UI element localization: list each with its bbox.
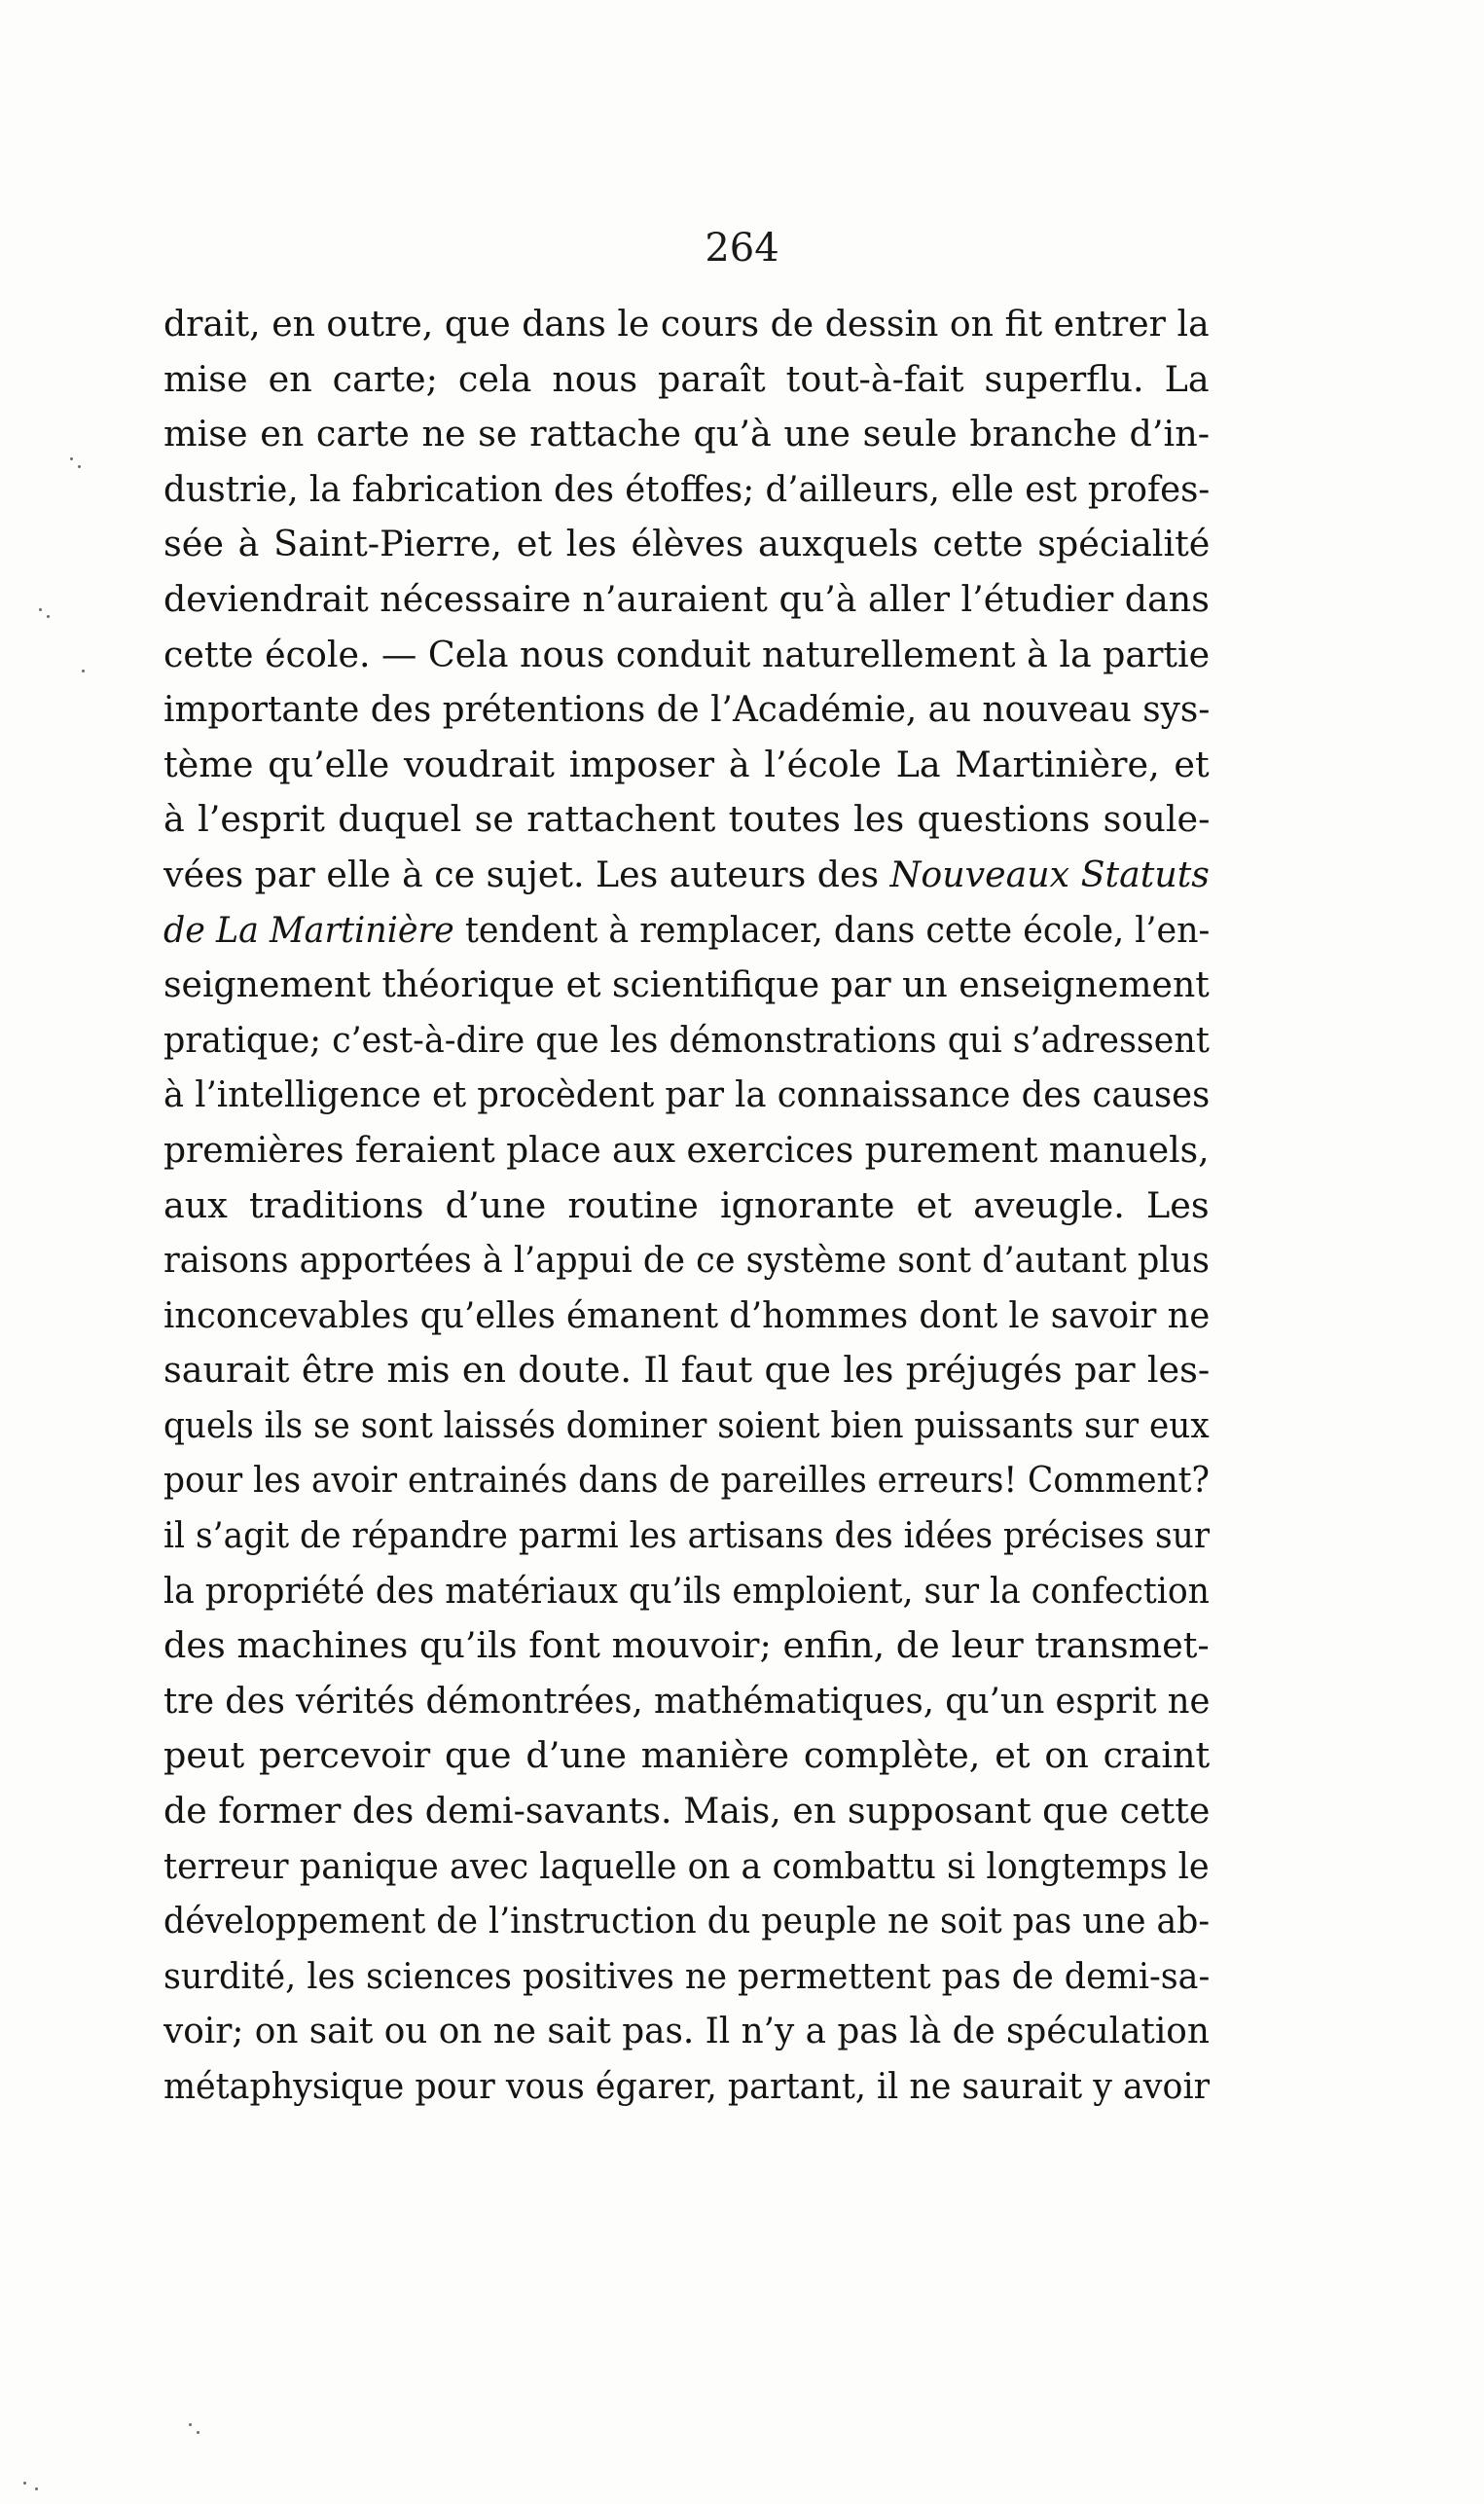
text-line: de former des demi-savants. Mais, en supposant que cette: [163, 1790, 1210, 1833]
text-line: sée à Saint-Pierre, et les élèves auxquels cette spécialité: [163, 523, 1210, 565]
scan-speck: [197, 2431, 199, 2434]
text-line: mise en carte ne se rattache qu’à une seule branche d’in-: [163, 413, 1210, 455]
text-line: tre des vérités démontrées, mathématiques, qu’un esprit ne: [163, 1679, 1210, 1722]
text-line: raisons apportées à l’appui de ce système sont d’autant plus: [163, 1239, 1210, 1282]
text-line: saurait être mis en doute. Il faut que les préjugés par les-: [163, 1349, 1210, 1392]
text-line: cette école. — Cela nous conduit naturellement à la partie: [163, 633, 1210, 675]
text-line: surdité, les sciences positives ne permettent pas de demi-sa-: [163, 1954, 1210, 1997]
scan-speck: [35, 2487, 38, 2490]
text-line: premières feraient place aux exercices purement manuels,: [163, 1128, 1210, 1171]
text-line: inconcevables qu’elles émanent d’hommes dont le savoir ne: [163, 1293, 1210, 1336]
text-line: aux traditions d’une routine ignorante et aveugle. Les: [163, 1183, 1210, 1226]
text-line: mise en carte; cela nous paraît tout-à-fait superflu. La: [163, 357, 1210, 400]
text-line: drait, en outre, que dans le cours de dessin on fit entrer la: [163, 303, 1210, 345]
text-line: [163, 903, 1210, 959]
body-text: [163, 297, 1210, 2115]
italic-title: de La Martinière: [163, 908, 454, 951]
scan-speck: [39, 608, 42, 611]
text-line: il s’agit de répandre parmi les artisans des idées précises sur: [163, 1514, 1210, 1557]
text-line: peut percevoir que d’une manière complète, et on craint: [163, 1734, 1210, 1777]
text-line: pratique; c’est-à-dire que les démonstrations qui s’adressent: [163, 1018, 1210, 1061]
page-number: 264: [705, 226, 779, 271]
text-line: seignement théorique et scientifique par un enseignement: [163, 963, 1210, 1006]
text-line: développement de l’instruction du peuple ne soit pas une ab-: [163, 1900, 1210, 1942]
text-line: la propriété des matériaux qu’ils emploient, sur la confection: [163, 1569, 1210, 1612]
text-line: pour les avoir entrainés dans de pareilles erreurs! Comment?: [163, 1459, 1210, 1502]
text-line: des machines qu’ils font mouvoir; enfin, de leur transmet-: [163, 1624, 1210, 1667]
scan-speck: [70, 457, 73, 460]
text-line: à l’intelligence et procèdent par la connaissance des causes: [163, 1073, 1210, 1116]
scan-speck: [82, 670, 85, 672]
text-line: deviendrait nécessaire n’auraient qu’à aller l’étudier dans: [163, 577, 1210, 620]
text-line: voir; on sait ou on ne sait pas. Il n’y a pas là de spéculation: [163, 2010, 1210, 2052]
scan-speck: [78, 465, 81, 468]
text-line: [163, 848, 1210, 903]
text-line: métaphysique pour vous égarer, partant, il ne saurait y avoir: [163, 2065, 1210, 2107]
text-line: terreur panique avec laquelle on a combattu si longtemps le: [163, 1844, 1210, 1887]
text-line: importante des prétentions de l’Académie, au nouveau sys-: [163, 688, 1210, 731]
italic-title: Nouveaux Statuts: [889, 853, 1210, 895]
scan-speck: [47, 615, 50, 618]
text-segment: vées par elle à ce sujet. Les auteurs des: [163, 853, 890, 895]
scan-speck: [23, 2482, 26, 2485]
text-line: tème qu’elle voudrait imposer à l’école La Martinière, et: [163, 743, 1210, 785]
text-line: dustrie, la fabrication des étoffes; d’ailleurs, elle est profes-: [163, 467, 1210, 510]
scan-speck: [189, 2423, 192, 2426]
text-line: quels ils se sont laissés dominer soient bien puissants sur eux: [163, 1403, 1210, 1446]
text-line: à l’esprit duquel se rattachent toutes les questions soule-: [163, 798, 1210, 841]
text-segment: tendent à remplacer, dans cette école, l’en-: [453, 908, 1210, 951]
